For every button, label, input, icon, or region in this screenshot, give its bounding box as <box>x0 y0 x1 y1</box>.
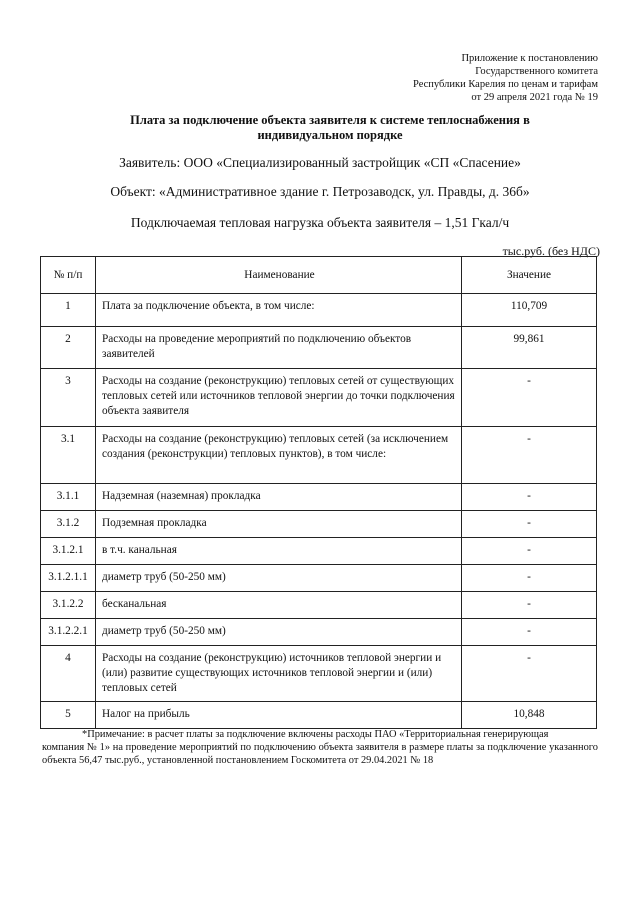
row-value: - <box>462 538 597 565</box>
row-name: Расходы на создание (реконструкцию) тепловых сетей (за исключением создания (реконструкции) тепловых пунктов), в том числе: <box>96 427 462 484</box>
row-num: 2 <box>41 327 96 369</box>
applicant-line: Заявитель: ООО «Специализированный застройщик «СП «Спасение» <box>119 155 521 170</box>
row-value: - <box>462 592 597 619</box>
table-row <box>41 511 597 538</box>
appendix-line: Республики Карелия по ценам и тарифам <box>413 79 598 90</box>
units-label: тыс.руб. (без НДС) <box>502 244 600 258</box>
appendix-line: Государственного комитета <box>475 66 598 77</box>
footnote <box>42 728 598 767</box>
row-name: Расходы на проведение мероприятий по подключению объектов заявителей <box>96 327 462 369</box>
row-value: - <box>462 369 597 427</box>
row-value: - <box>462 427 597 484</box>
row-num: 3.1.2.1.1 <box>41 565 96 592</box>
row-name: диаметр труб (50-250 мм) <box>96 619 462 646</box>
document-title: Плата за подключение объекта заявителя к системе теплоснабжения в индивидуальном порядке <box>130 113 530 142</box>
header-value: Значение <box>462 257 597 294</box>
row-num: 3.1.2.1 <box>41 538 96 565</box>
row-value: - <box>462 565 597 592</box>
header-num: № п/п <box>41 257 96 294</box>
row-value: - <box>462 511 597 538</box>
row-num: 3.1.1 <box>41 484 96 511</box>
row-num: 3.1.2.2 <box>41 592 96 619</box>
row-name: Плата за подключение объекта, в том числе: <box>96 294 462 327</box>
row-name: в т.ч. канальная <box>96 538 462 565</box>
row-value: 10,848 <box>462 702 597 729</box>
table-row <box>41 538 597 565</box>
row-name: Подземная прокладка <box>96 511 462 538</box>
table-row <box>41 294 597 327</box>
row-num: 5 <box>41 702 96 729</box>
row-value: - <box>462 646 597 702</box>
row-name: Налог на прибыль <box>96 702 462 729</box>
header-name: Наименование <box>96 257 462 294</box>
row-name: Расходы на создание (реконструкцию) тепловых сетей от существующих тепловых сетей или источников тепловой энергии до точки подключения объекта заявителя <box>96 369 462 427</box>
row-value: 110,709 <box>462 294 597 327</box>
object-line: Объект: «Административное здание г. Петрозаводск, ул. Правды, д. 36б» <box>110 184 530 199</box>
table-row <box>41 327 597 369</box>
table-row <box>41 565 597 592</box>
fee-table <box>40 256 597 729</box>
table-row <box>41 619 597 646</box>
row-name: Расходы на создание (реконструкцию) источников тепловой энергии и (или) развитие существующих источников тепловой энергии и (или) тепловых сетей <box>96 646 462 702</box>
row-num: 1 <box>41 294 96 327</box>
footnote-rest: компания № 1» на проведение мероприятий по подключению объекта заявителя в размере платы за подключение указанного объекта 56,47 тыс.руб., установленной постановлением Госкомитета от 29.04.2021 № 18 <box>42 742 598 766</box>
appendix-line: Приложение к постановлению <box>461 53 598 64</box>
table-row <box>41 702 597 729</box>
appendix-line: от 29 апреля 2021 года № 19 <box>471 92 598 103</box>
table-row <box>41 484 597 511</box>
table-row <box>41 646 597 702</box>
row-num: 3.1 <box>41 427 96 484</box>
row-name: диаметр труб (50-250 мм) <box>96 565 462 592</box>
table-header-row <box>41 257 597 294</box>
table-row <box>41 369 597 427</box>
footnote-first-line: *Примечание: в расчет платы за подключение включены расходы ПАО «Территориальная генерирующая <box>82 729 549 740</box>
heat-load-line: Подключаемая тепловая нагрузка объекта заявителя – 1,51 Гкал/ч <box>130 215 510 230</box>
table-row <box>41 427 597 484</box>
row-num: 3.1.2 <box>41 511 96 538</box>
row-value: - <box>462 484 597 511</box>
row-num: 3.1.2.2.1 <box>41 619 96 646</box>
row-name: Надземная (наземная) прокладка <box>96 484 462 511</box>
row-value: - <box>462 619 597 646</box>
table-row <box>41 592 597 619</box>
row-num: 3 <box>41 369 96 427</box>
row-name: бесканальная <box>96 592 462 619</box>
row-num: 4 <box>41 646 96 702</box>
appendix-reference <box>298 52 598 104</box>
row-value: 99,861 <box>462 327 597 369</box>
